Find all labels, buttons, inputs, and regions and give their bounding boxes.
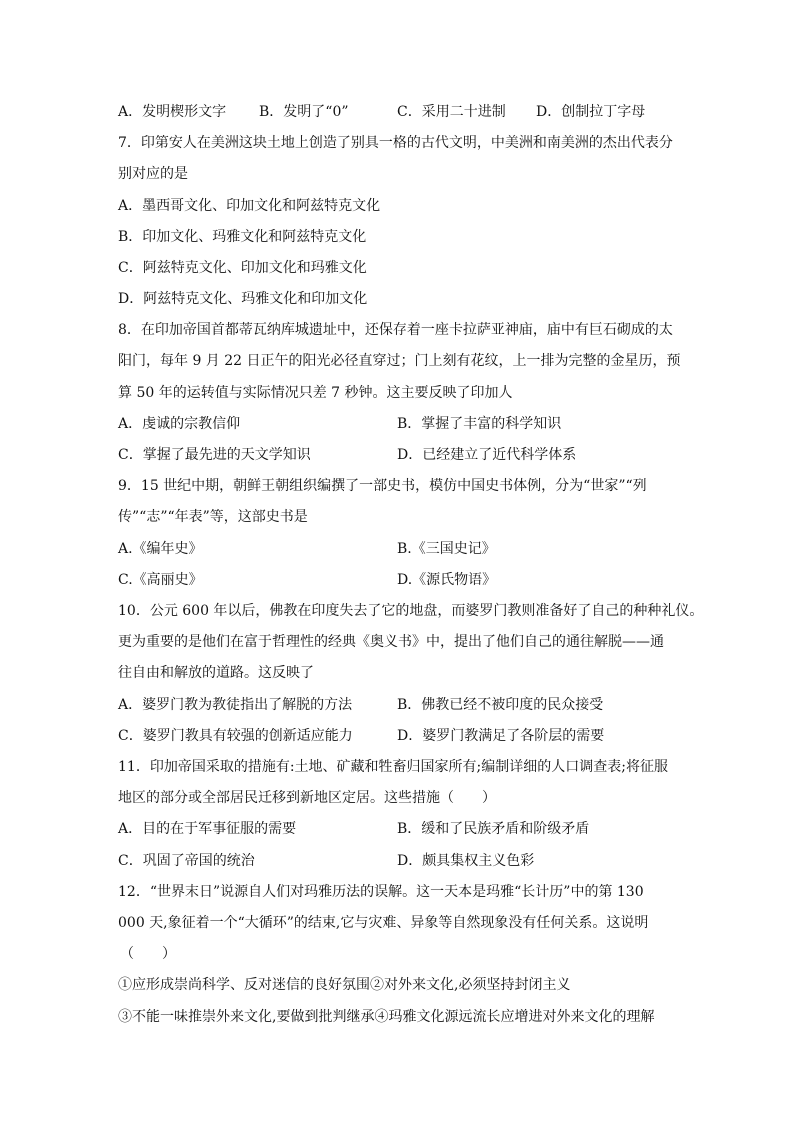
q11-stem-line-2: 地区的部分或全部居民迁移到新地区定居。这些措施（ ） xyxy=(118,790,496,806)
q9-option-c[interactable]: C.《高丽史》 xyxy=(118,572,203,588)
q11-option-b[interactable]: B．缓和了民族矛盾和阶级矛盾 xyxy=(397,821,590,837)
q8-option-c[interactable]: C．掌握了最先进的天文学知识 xyxy=(118,447,311,463)
q7-stem-line-2: 别对应的是 xyxy=(118,166,188,182)
q8-stem-line-3: 算 50 年的运转值与实际情况只差 7 秒钟。这主要反映了印加人 xyxy=(118,385,513,401)
q6-options xyxy=(0,102,794,122)
q10-option-d[interactable]: D．婆罗门教满足了各阶层的需要 xyxy=(397,728,605,744)
q9-stem-line-2-visible: 传”“志”“年表”等，这部史书是 xyxy=(118,509,308,525)
q9-option-b[interactable]: B.《三国史记》 xyxy=(397,541,496,557)
q9-stem-line-1: 9．15 世纪中期，朝鲜王朝组织编撰了一部史书，模仿中国史书体例，分为“世家”“列 xyxy=(118,478,647,494)
q10-stem-line-1: 10．公元 600 年以后，佛教在印度失去了它的地盘，而婆罗门教则准备好了自己的种种礼仪。 xyxy=(118,603,704,619)
q9-options-row-2 xyxy=(0,570,794,590)
q11-option-c[interactable]: C．巩固了帝国的统治 xyxy=(118,853,255,869)
q9-option-d[interactable]: D.《源氏物语》 xyxy=(397,572,497,588)
q10-option-b[interactable]: B．佛教已经不被印度的民众接受 xyxy=(397,697,604,713)
q8-options-row-2 xyxy=(0,445,794,465)
q7-option-d[interactable]: D．阿兹特克文化、玛雅文化和印加文化 xyxy=(118,291,368,307)
q7-option-b[interactable]: B．印加文化、玛雅文化和阿兹特克文化 xyxy=(118,229,367,245)
q8-option-a[interactable]: A．虔诚的宗教信仰 xyxy=(118,416,241,432)
q11-options-row-1 xyxy=(0,819,794,839)
q6-option-a[interactable]: A．发明楔形文字 xyxy=(118,104,227,120)
q10-stem-line-2: 更为重要的是他们在富于哲理性的经典《奥义书》中，提出了他们自己的通往解脱——通 xyxy=(118,634,664,650)
q12-item-line-1: ①应形成崇尚科学、反对迷信的良好氛围②对外来文化,必须坚持封闭主义 xyxy=(118,977,571,993)
q7-option-c[interactable]: C．阿兹特克文化、印加文化和玛雅文化 xyxy=(118,260,367,276)
q10-option-a[interactable]: A．婆罗门教为教徒指出了解脱的方法 xyxy=(118,697,353,713)
q9-options-row-1 xyxy=(0,539,794,559)
q6-option-b[interactable]: B．发明了“0” xyxy=(259,104,349,120)
q12-stem-line-1: 12．“世界末日”说源自人们对玛雅历法的误解。这一天本是玛雅“长计历”中的第 130 xyxy=(118,884,644,900)
q8-option-d[interactable]: D．已经建立了近代科学体系 xyxy=(397,447,577,463)
q10-option-c[interactable]: C．婆罗门教具有较强的创新适应能力 xyxy=(118,728,353,744)
q12-stem-line-2: 000 天,象征着一个“大循环”的结束,它与灾难、异象等自然现象没有任何关系。这说明 xyxy=(118,915,649,931)
q7-stem-line-1: 7．印第安人在美洲这块土地上创造了别具一格的古代文明，中美洲和南美洲的杰出代表分 xyxy=(118,135,673,151)
q11-option-d[interactable]: D．颇具集权主义色彩 xyxy=(397,853,535,869)
q10-options-row-1 xyxy=(0,695,794,715)
q11-options-row-2 xyxy=(0,851,794,871)
q7-option-a[interactable]: A．墨西哥文化、印加文化和阿兹特克文化 xyxy=(118,198,381,214)
q6-option-d[interactable]: D．创制拉丁字母 xyxy=(536,104,646,120)
q8-stem-line-1: 8．在印加帝国首都蒂瓦纳库城遗址中，还保存着一座卡拉萨亚神庙，庙中有巨石砌成的太 xyxy=(118,322,673,338)
q12-item-line-2: ③不能一味推崇外来文化,要做到批判继承④玛雅文化源远流长应增进对外来文化的理解 xyxy=(118,1009,655,1025)
q10-stem-line-3: 往自由和解放的道路。这反映了 xyxy=(118,665,314,681)
q8-option-b[interactable]: B．掌握了丰富的科学知识 xyxy=(397,416,562,432)
q9-option-a[interactable]: A.《编年史》 xyxy=(118,541,203,557)
q10-options-row-2 xyxy=(0,726,794,746)
q11-stem-line-1: 11．印加帝国采取的措施有:土地、矿藏和牲畜归国家所有;编制详细的人口调查表;将征服 xyxy=(118,759,668,775)
q8-stem-line-2: 阳门，每年 9 月 22 日正午的阳光必径直穿过；门上刻有花纹，上一排为完整的金星历，预 xyxy=(118,353,681,369)
q11-option-a[interactable]: A．目的在于军事征服的需要 xyxy=(118,821,297,837)
q8-options-row-1 xyxy=(0,414,794,434)
q12-stem-line-3: （ ） xyxy=(120,946,176,962)
q6-option-c[interactable]: C．采用二十进制 xyxy=(397,104,506,120)
